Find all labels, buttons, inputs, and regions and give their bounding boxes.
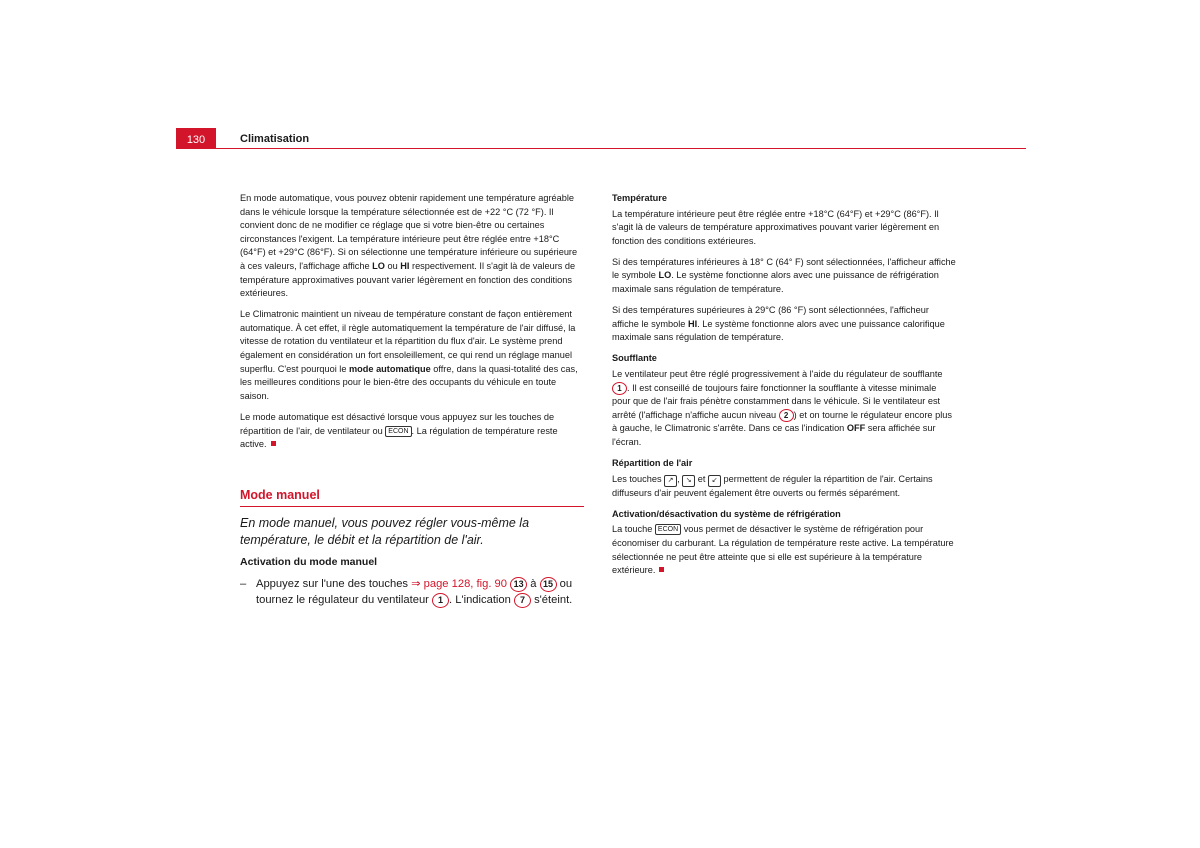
header-rule: [216, 148, 1026, 150]
paragraph-climatronic: Le Climatronic maintient un niveau de température constant de façon entièrement automatique. À cet effet, il règle automatiquement la température de l'air diffusé, la vitesse de rotation du ventilateur et la répartition du flux d'air. Le système prend également en considération un fort ensoleillement, ce qui rend un réglage manuel superflu. C'est pourquoi le mode automatique offre, dans la quasi-totalité des cas, les meilleures conditions pour le bien-être des occupants du véhicule en toute saison.: [240, 309, 578, 401]
page-number: 130: [176, 128, 216, 149]
temperature-subtitle: Température: [612, 193, 667, 203]
paragraph-cooling: La touche ECON vous permet de désactiver le système de réfrigération pour économiser du carburant. La régulation de température reste active. La température sélectionnée ne peut être atteinte que si elle est supérieure à la température extérieure.: [612, 524, 954, 576]
right-column: [612, 192, 956, 585]
end-mark: [271, 441, 276, 446]
list-dash: –: [240, 577, 247, 590]
face-vent-key-icon: ↘: [682, 475, 695, 487]
page-reference-link[interactable]: ⇒ page 128, fig. 90: [411, 577, 507, 590]
paragraph-temperature-low: Si des températures inférieures à 18° C (64° F) sont sélectionnées, l'afficheur affiche le symbole LO. Le système fonctionne alors avec une puissance de réfrigération maximale sans régulation de température.: [612, 256, 956, 295]
callout-15: 15: [540, 577, 557, 592]
paragraph-temperature: La température intérieure peut être réglée entre +18°C (64°F) et +29°C (86°F). Il s'agit là de valeurs de température approximatives pouvant varier légèrement en fonction des conditions extérieures.: [612, 208, 940, 246]
chapter-title: Climatisation: [240, 133, 310, 145]
section-title: Mode manuel: [240, 488, 584, 507]
air-distribution-subtitle: Répartition de l'air: [612, 458, 693, 469]
footwell-vent-key-icon: ↙: [708, 475, 721, 487]
paragraph-auto-off: Le mode automatique est désactivé lorsque vous appuyez sur les touches de répartition de l'air, de ventilateur ou ECON . La régulation de température reste active.: [240, 411, 558, 450]
page-header: [176, 128, 1026, 149]
paragraph-auto-mode: En mode automatique, vous pouvez obtenir rapidement une température agréable dans le véhicule lorsque la température sélectionnée est de +22 °C (72 °F). Il convient donc de ne modifier ce réglage que si votre bien-être ou certaines circonstances l'exigent. La température intérieure peut être réglée entre +18°C (64°F) et +29°C (86°F). Si on sélectionne une température inférieure ou supérieure à ces valeurs, l'affichage affiche LO ou HI respectivement. Il s'agit là de valeurs de température approximatives pouvant varier légèrement en fonction des conditions extérieures.: [240, 193, 578, 299]
fan-subtitle: Soufflante: [612, 353, 657, 364]
econ-key-icon: ECON: [655, 524, 681, 535]
callout-1: 1: [612, 382, 627, 395]
paragraph-temperature-high: Si des températures supérieures à 29°C (86 °F) sont sélectionnées, l'afficheur affiche le symbole HI. Le système fonctionne alors avec une puissance calorifique maximale sans régulation de température.: [612, 305, 945, 343]
callout-2: 2: [779, 409, 794, 422]
activation-subtitle: Activation du mode manuel: [240, 556, 378, 569]
callout-7: 7: [514, 593, 531, 608]
end-mark: [659, 567, 664, 572]
list-item: – Appuyez sur l'une des touches ⇒ page 128, fig. 90 13 à 15 ou tournez le régulateur du ventilateur 1 . L'indication 7 s'éteint.: [240, 577, 573, 606]
paragraph-air-distribution: Les touches ↗ , ↘ et ↙ permettent de réguler la répartition de l'air. Certains diffuseurs d'air peuvent également être ouverts ou fermés séparément.: [612, 473, 933, 498]
paragraph-fan: Le ventilateur peut être réglé progressivement à l'aide du régulateur de soufflante 1 . Il est conseillé de toujours faire fonctionner la soufflante à vitesse minimale pour que de l'air frais pénètre constamment dans le véhicule. Si le ventilateur est arrêté (l'affichage n'affiche aucun niveau 2 ) et on tourne le régulateur encore plus à gauche, le Climatronic s'arrête. Dans ce cas l'indication OFF sera affichée sur l'écran.: [612, 369, 952, 447]
cooling-subtitle: Activation/désactivation du système de réfrigération: [612, 508, 841, 519]
left-column: [240, 192, 584, 608]
callout-1: 1: [432, 593, 449, 608]
section-intro: En mode manuel, vous pouvez régler vous-même la température, le débit et la répartition de l'air.: [240, 515, 530, 547]
windscreen-vent-key-icon: ↗: [664, 475, 677, 487]
econ-key-icon: ECON: [385, 426, 411, 437]
callout-13: 13: [510, 577, 527, 592]
